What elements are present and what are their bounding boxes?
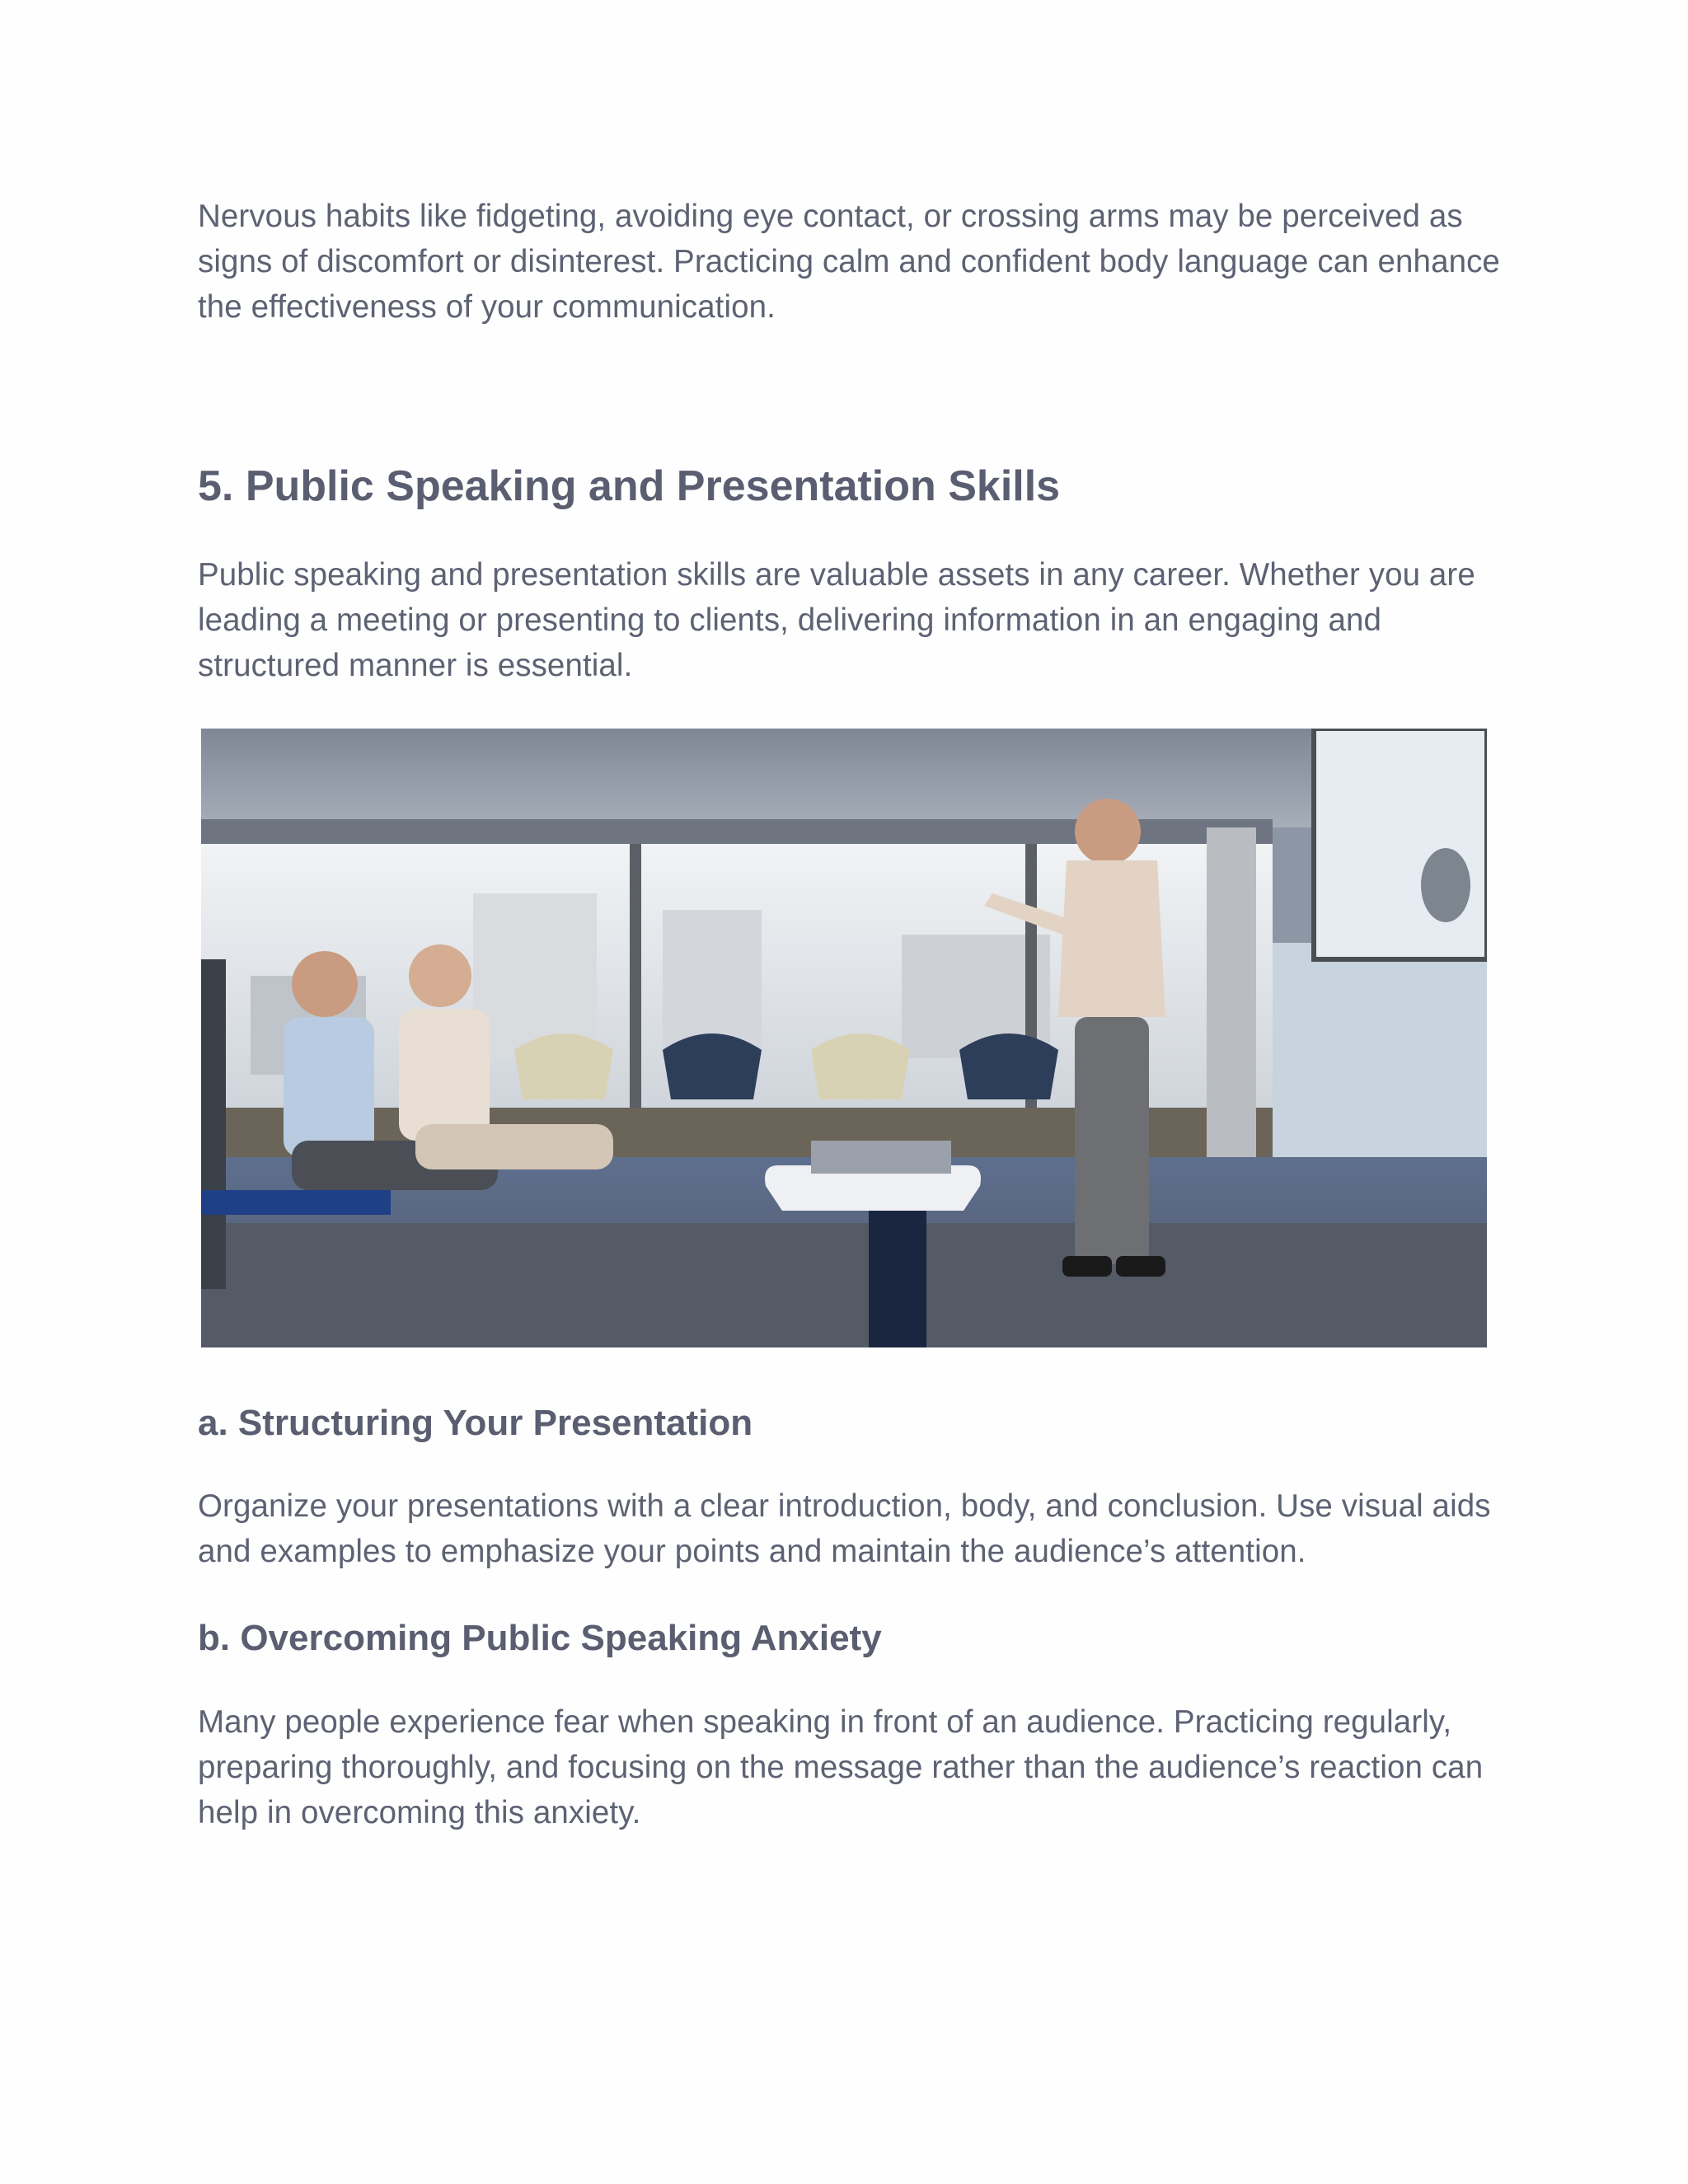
section-heading: 5. Public Speaking and Presentation Skills — [198, 462, 1061, 510]
section-paragraph: Public speaking and presentation skills are valuable assets in any career. Whether you are leading a meeting or presenting to clients, delivering information in an engaging and structured manner is essential. — [198, 557, 1475, 683]
subsection-b-heading: b. Overcoming Public Speaking Anxiety — [198, 1618, 882, 1658]
subsection-a-paragraph: Organize your presentations with a clear introduction, body, and conclusion. Use visual aids and examples to emphasize your points and maintain the audience’s attention. — [198, 1488, 1491, 1569]
subsection-a-heading: a. Structuring Your Presentation — [198, 1403, 753, 1443]
intro-paragraph: Nervous habits like fidgeting, avoiding eye contact, or crossing arms may be perceived as signs of discomfort or disinterest. Practicing calm and confident body language can enhance the effectiveness of your communication. — [198, 199, 1500, 325]
subsection-b-paragraph: Many people experience fear when speaking in front of an audience. Practicing regularly, preparing thoroughly, and focusing on the message rather than the audience’s reaction can help in overcoming this anxiety. — [198, 1704, 1484, 1830]
presentation-photo — [201, 729, 1487, 1347]
